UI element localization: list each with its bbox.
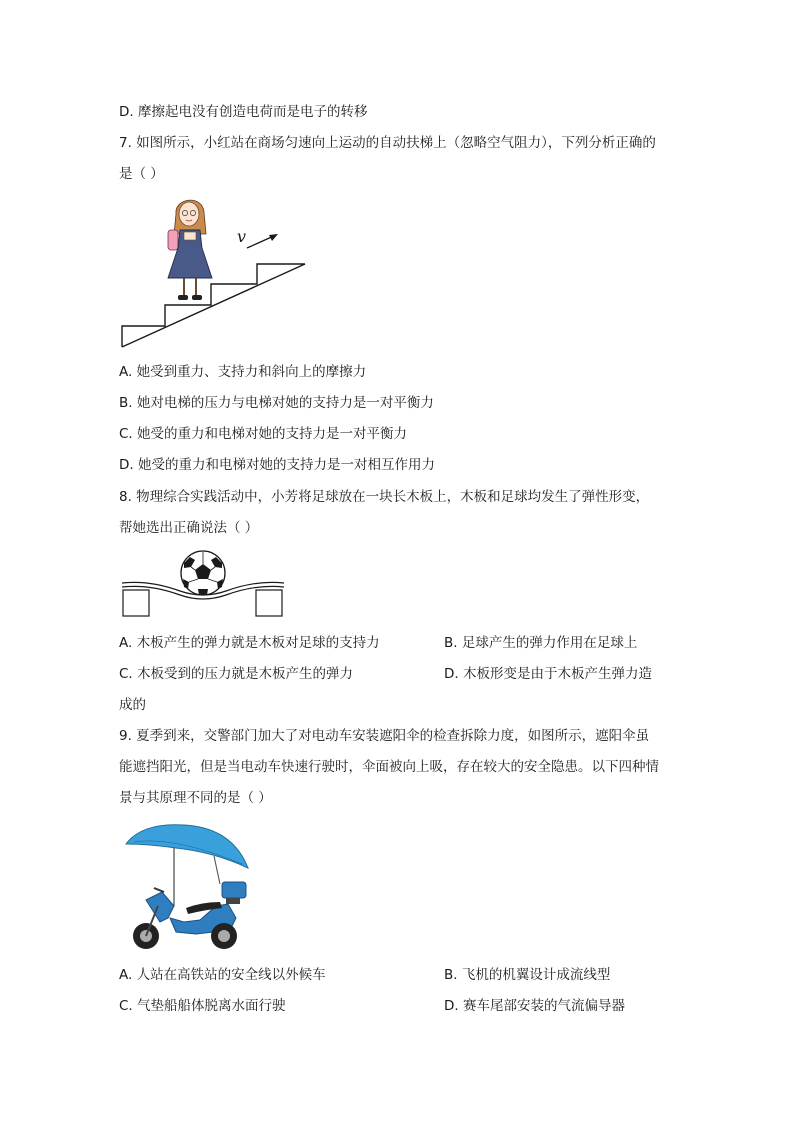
- q8-option-c: C. 木板受到的压力就是木板产生的弹力: [119, 666, 354, 682]
- soccer-ball: [181, 551, 225, 595]
- velocity-arrowhead: [269, 234, 278, 241]
- q7-option-a: A. 她受到重力、支持力和斜向上的摩擦力: [119, 364, 367, 380]
- q9-option-c: C. 气垫船船体脱离水面行驶: [119, 998, 286, 1014]
- q7-escalator-figure: [118, 192, 318, 352]
- q8-option-d: D. 木板形变是由于木板产生弹力造: [444, 666, 652, 682]
- q7-option-d: D. 她受的重力和电梯对她的支持力是一对相互作用力: [119, 457, 435, 473]
- q9-stem-line2: 能遮挡阳光，但是当电动车快速行驶时，伞面被向上吸，存在较大的安全隐患。以下四种情: [119, 759, 659, 775]
- q7-stem-line2: 是（ ）: [119, 166, 164, 182]
- velocity-label: v: [237, 227, 247, 246]
- q9-scooter-umbrella-figure: [124, 822, 254, 954]
- right-support: [256, 590, 282, 616]
- scooter-top-box: [222, 882, 246, 898]
- q7-stem-line1: 7. 如图所示，小红站在商场匀速向上运动的自动扶梯上（忽略空气阻力），下列分析正确的: [119, 135, 656, 151]
- q9-option-b: B. 飞机的机翼设计成流线型: [444, 967, 611, 983]
- q8-stem-line2: 帮她选出正确说法（ ）: [119, 520, 259, 536]
- q8-stem-line1: 8. 物理综合实践活动中，小芳将足球放在一块长木板上，木板和足球均发生了弹性形变，: [119, 489, 650, 505]
- left-support: [123, 590, 149, 616]
- q8-option-b: B. 足球产生的弹力作用在足球上: [444, 635, 638, 651]
- q9-stem-line3: 景与其原理不同的是（ ）: [119, 790, 272, 806]
- q8-option-a: A. 木板产生的弹力就是木板对足球的支持力: [119, 635, 380, 651]
- q7-option-c: C. 她受的重力和电梯对她的支持力是一对平衡力: [119, 426, 408, 442]
- q7-option-b: B. 她对电梯的压力与电梯对她的支持力是一对平衡力: [119, 395, 434, 411]
- q9-option-d: D. 赛车尾部安装的气流偏导器: [444, 998, 625, 1014]
- q9-stem-line1: 9. 夏季到来，交警部门加大了对电动车安装遮阳伞的检查拆除力度，如图所示，遮阳伞虽: [119, 728, 650, 744]
- escalator-outline: [122, 264, 305, 347]
- q9-option-a: A. 人站在高铁站的安全线以外候车: [119, 967, 326, 983]
- q8-option-d-continued: 成的: [119, 697, 146, 713]
- q6-option-d: D. 摩擦起电没有创造电荷而是电子的转移: [119, 104, 368, 120]
- girl-figure: [168, 200, 212, 300]
- q8-board-ball-figure: [120, 549, 286, 619]
- umbrella-canopy: [126, 825, 248, 868]
